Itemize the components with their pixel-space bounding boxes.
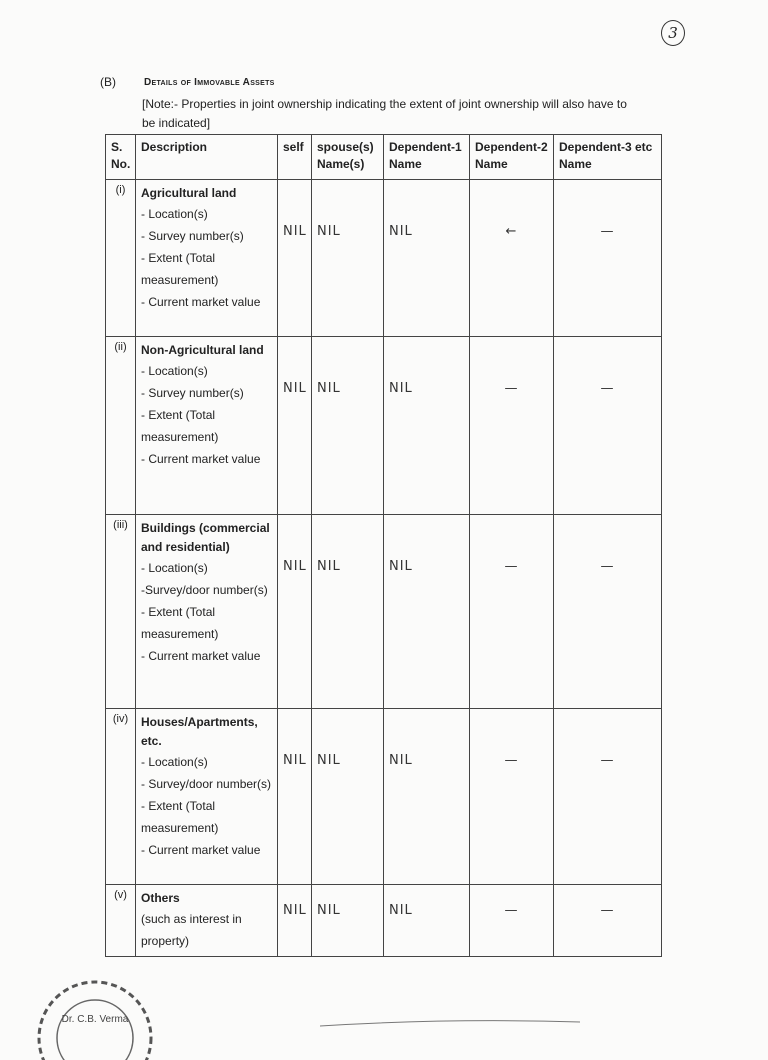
row-item: - Survey number(s) — [141, 229, 244, 243]
handwritten-spouse: NIL — [317, 903, 341, 918]
handwritten-dep1: NIL — [389, 903, 413, 918]
row-title: Houses/Apartments, etc. — [141, 715, 258, 748]
row-dep2 — [470, 337, 554, 515]
row-title: Others — [141, 891, 180, 905]
row-description — [136, 885, 278, 957]
row-item: - Extent (Total measurement) — [141, 251, 219, 287]
header-self: self — [278, 135, 312, 180]
row-description — [136, 337, 278, 515]
handwritten-dep3: — — [600, 559, 615, 574]
row-title: Buildings (commercial and residential) — [141, 521, 270, 554]
row-dep3 — [554, 180, 662, 337]
row-item: - Extent (Total measurement) — [141, 605, 219, 641]
row-spouse — [312, 709, 384, 885]
row-description — [136, 180, 278, 337]
row-dep2 — [470, 885, 554, 957]
row-dep1 — [384, 709, 470, 885]
row-title: Non-Agricultural land — [141, 343, 264, 357]
row-sno: (v) — [106, 885, 136, 957]
handwritten-dep2: — — [504, 559, 519, 574]
handwritten-dep2: — — [504, 753, 519, 768]
header-dependent-3: Dependent-3 etc Name — [554, 135, 662, 180]
row-dep1 — [384, 885, 470, 957]
handwritten-dep2: — — [504, 381, 519, 396]
row-self — [278, 337, 312, 515]
stamp-text: Dr. C.B. Verma — [61, 1014, 129, 1025]
table-header-row — [106, 135, 662, 180]
handwritten-self: NIL — [283, 559, 307, 574]
handwritten-self: NIL — [283, 903, 307, 918]
row-dep3 — [554, 337, 662, 515]
header-spouse: spouse(s) Name(s) — [312, 135, 384, 180]
handwritten-dep1: NIL — [389, 753, 413, 768]
handwritten-dep3: — — [600, 753, 615, 768]
handwritten-spouse: NIL — [317, 753, 341, 768]
row-item: - Current market value — [141, 452, 261, 466]
row-dep2 — [470, 180, 554, 337]
page-number: 3 — [661, 20, 685, 46]
row-item: - Location(s) — [141, 561, 208, 575]
handwritten-spouse: NIL — [317, 559, 341, 574]
row-item: - Extent (Total measurement) — [141, 408, 219, 444]
handwritten-spouse: NIL — [317, 381, 341, 396]
table-row — [106, 885, 662, 957]
section-note: [Note:- Properties in joint ownership indicating the extent of joint ownership will also have to be indicated] — [142, 97, 627, 130]
immovable-assets-table — [105, 134, 662, 957]
row-self — [278, 515, 312, 709]
handwritten-dep2: — — [504, 903, 519, 918]
table-row — [106, 515, 662, 709]
handwritten-dep3: — — [600, 224, 615, 239]
row-item: - Current market value — [141, 295, 261, 309]
row-item: - Current market value — [141, 649, 261, 663]
row-item: - Survey number(s) — [141, 386, 244, 400]
row-description — [136, 515, 278, 709]
row-self — [278, 885, 312, 957]
notary-stamp — [30, 970, 160, 1060]
header-description: Description — [136, 135, 278, 180]
row-dep2 — [470, 515, 554, 709]
row-item: - Location(s) — [141, 755, 208, 769]
handwritten-self: NIL — [283, 753, 307, 768]
row-self — [278, 180, 312, 337]
row-spouse — [312, 515, 384, 709]
handwritten-dep1: NIL — [389, 381, 413, 396]
row-spouse — [312, 337, 384, 515]
row-dep3 — [554, 885, 662, 957]
table-row — [106, 180, 662, 337]
header-dependent-1: Dependent-1 Name — [384, 135, 470, 180]
handwritten-dep2: ← — [505, 224, 518, 239]
row-spouse — [312, 885, 384, 957]
row-item: - Survey/door number(s) — [141, 777, 272, 791]
row-item: - Location(s) — [141, 207, 208, 221]
row-sno: (iv) — [106, 709, 136, 885]
table-row — [106, 337, 662, 515]
signature-mark — [320, 1018, 580, 1028]
row-item: - Extent (Total measurement) — [141, 799, 219, 835]
row-self — [278, 709, 312, 885]
row-item: - Location(s) — [141, 364, 208, 378]
row-item: (such as interest in property) — [141, 912, 242, 948]
section-label: (B) — [100, 75, 116, 89]
row-sno: (iii) — [106, 515, 136, 709]
row-sno: (i) — [106, 180, 136, 337]
header-dependent-2: Dependent-2 Name — [470, 135, 554, 180]
row-dep2 — [470, 709, 554, 885]
row-dep1 — [384, 180, 470, 337]
table-row — [106, 709, 662, 885]
handwritten-self: NIL — [283, 224, 307, 239]
row-item: -Survey/door number(s) — [141, 583, 268, 597]
handwritten-dep1: NIL — [389, 559, 413, 574]
row-dep3 — [554, 515, 662, 709]
handwritten-dep1: NIL — [389, 224, 413, 239]
row-sno: (ii) — [106, 337, 136, 515]
row-dep3 — [554, 709, 662, 885]
row-spouse — [312, 180, 384, 337]
row-dep1 — [384, 337, 470, 515]
handwritten-dep3: — — [600, 381, 615, 396]
handwritten-dep3: — — [600, 903, 615, 918]
section-title: Details of Immovable Assets — [144, 77, 275, 88]
row-title: Agricultural land — [141, 186, 237, 200]
header-sno: S. No. — [106, 135, 136, 180]
row-description — [136, 709, 278, 885]
handwritten-spouse: NIL — [317, 224, 341, 239]
handwritten-self: NIL — [283, 381, 307, 396]
row-dep1 — [384, 515, 470, 709]
row-item: - Current market value — [141, 843, 261, 857]
